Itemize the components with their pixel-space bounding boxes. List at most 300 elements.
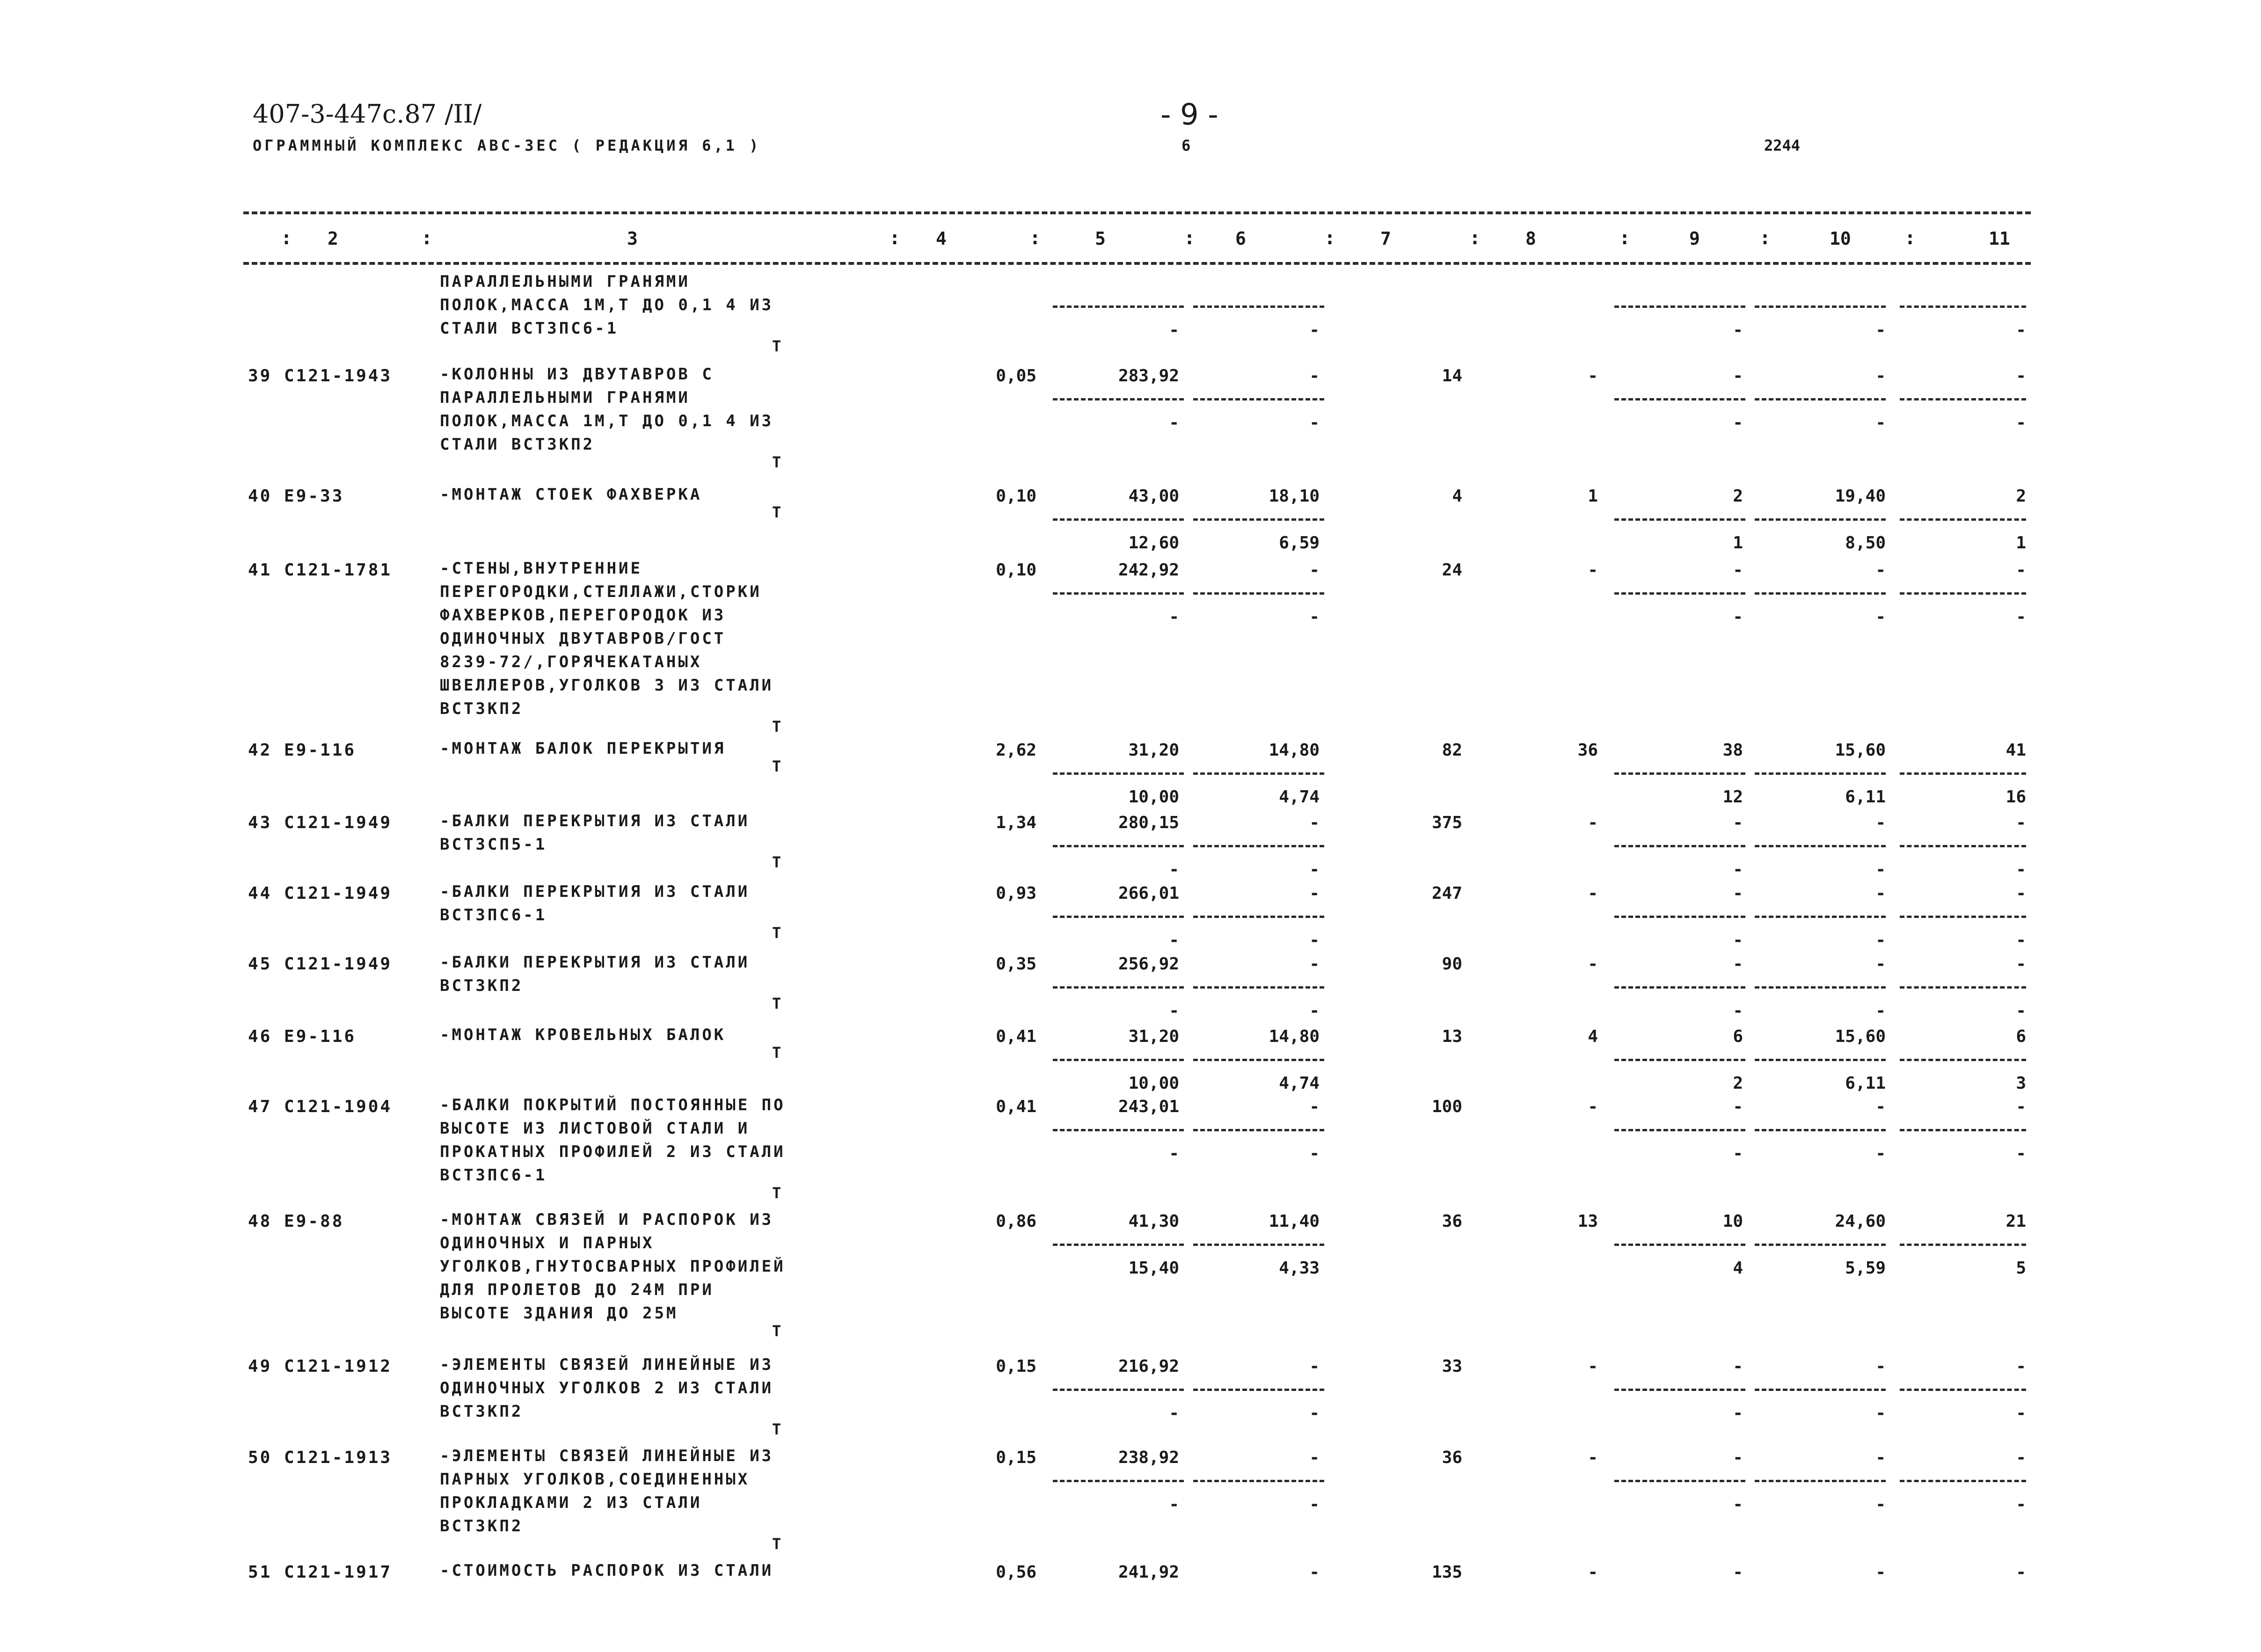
cell-c8: - xyxy=(1588,560,1598,580)
row-code: 51 С121-1917 xyxy=(248,1563,393,1582)
cell-c9b: - xyxy=(1733,1495,1743,1514)
cell-c5a: 238,92 xyxy=(1118,1448,1179,1467)
cell-dash-rule xyxy=(1053,772,1184,775)
cell-c5b: - xyxy=(1169,931,1179,950)
cell-c9b: 2 xyxy=(1733,1074,1743,1093)
row-code: 49 С121-1912 xyxy=(248,1357,393,1376)
cell-c5a: 41,30 xyxy=(1128,1212,1179,1231)
row-code: 43 С121-1949 xyxy=(248,813,393,832)
cell-dash-rule xyxy=(1900,1389,2026,1391)
cell-dash-rule xyxy=(1900,518,2026,521)
cell-dash-rule xyxy=(1900,592,2026,595)
cell-dash-rule xyxy=(1900,1480,2026,1482)
cell-dash-rule xyxy=(1614,398,1745,400)
cell-c5b: - xyxy=(1169,1144,1179,1163)
cell-c4: 0,15 xyxy=(996,1357,1036,1376)
cell-c7: 14 xyxy=(1442,366,1462,386)
cell-c5a: 283,92 xyxy=(1118,366,1179,386)
cell-dash-rule xyxy=(1053,1059,1184,1061)
cell-c6b: 4,74 xyxy=(1279,1074,1320,1093)
cell-c10a: - xyxy=(1875,1448,1886,1467)
row-code: 44 С121-1949 xyxy=(248,884,393,903)
cell-c9a: 2 xyxy=(1733,487,1743,506)
program-subscript: 6 xyxy=(1182,137,1191,154)
cell-dash-rule xyxy=(1755,916,1886,918)
cell-dash-rule xyxy=(1614,1129,1745,1131)
row-code: 45 С121-1949 xyxy=(248,954,393,974)
cell-dash-rule xyxy=(1755,398,1886,400)
cell-dash-rule xyxy=(1053,845,1184,847)
cell-c10a: - xyxy=(1875,560,1886,580)
cell-dash-rule xyxy=(1614,306,1745,308)
cell-c5a: 43,00 xyxy=(1128,487,1179,506)
cell-dash-rule xyxy=(1193,518,1324,521)
cell-c9b: - xyxy=(1733,860,1743,879)
cell-c5b: 10,00 xyxy=(1128,1074,1179,1093)
cell-c10a: 24,60 xyxy=(1835,1212,1886,1231)
row-code: 48 Е9-88 xyxy=(248,1212,344,1231)
row-description: ПАРАЛЛЕЛЬНЫМИ ГРАНЯМИ ПОЛОК,МАССА 1М,Т ДО 0,1 4 ИЗ СТАЛИ ВСТ3ПС6-1 xyxy=(440,272,774,338)
cell-c6a: 14,80 xyxy=(1269,741,1320,760)
cell-c8: - xyxy=(1588,884,1598,903)
t-mark: Т xyxy=(772,1322,781,1340)
cell-c6a: - xyxy=(1309,560,1320,580)
cell-c7: 135 xyxy=(1431,1563,1462,1582)
cell-c9a: - xyxy=(1733,366,1743,386)
cell-dash-rule xyxy=(1755,1389,1886,1391)
t-mark: Т xyxy=(772,924,781,942)
cell-c11b: 3 xyxy=(2016,1074,2026,1093)
row-description: -СТЕНЫ,ВНУТРЕННИЕ ПЕРЕГОРОДКИ,СТЕЛЛАЖИ,СТОРКИ ФАХВЕРКОВ,ПЕРЕГОРОДОК ИЗ ОДИНОЧНЫХ ДВУТАВРОВ/ГОСТ 8239-72/,ГОРЯЧЕКАТАНЫХ ШВЕЛЛЕРОВ,УГОЛКОВ 3 ИЗ СТАЛИ ВСТ3КП2 xyxy=(440,559,774,718)
column-header-7: 7 xyxy=(1380,228,1391,249)
t-mark: Т xyxy=(772,853,781,871)
column-separator: : xyxy=(1469,227,1481,249)
t-mark: Т xyxy=(772,337,781,355)
t-mark: Т xyxy=(772,503,781,521)
cell-c6a: 14,80 xyxy=(1269,1027,1320,1046)
cell-dash-rule xyxy=(1614,845,1745,847)
cell-c11b: 5 xyxy=(2016,1259,2026,1278)
cell-c6a: - xyxy=(1309,954,1320,974)
cell-c10b: - xyxy=(1875,1001,1886,1020)
cell-c7: 82 xyxy=(1442,741,1462,760)
cell-c6b: 6,59 xyxy=(1279,533,1320,553)
cell-c6a: 18,10 xyxy=(1269,487,1320,506)
cell-c6b: 4,33 xyxy=(1279,1259,1320,1278)
cell-c11b: - xyxy=(2016,860,2026,879)
cell-c9b: - xyxy=(1733,1404,1743,1423)
row-code: 40 Е9-33 xyxy=(248,487,344,506)
t-mark: Т xyxy=(772,718,781,735)
cell-c9a: 6 xyxy=(1733,1027,1743,1046)
cell-dash-rule xyxy=(1755,845,1886,847)
column-header-10: 10 xyxy=(1830,228,1851,249)
cell-c10a: 15,60 xyxy=(1835,1027,1886,1046)
cell-c9b: - xyxy=(1733,413,1743,432)
cell-dash-rule xyxy=(1053,398,1184,400)
cell-dash-rule xyxy=(1053,986,1184,989)
row-description: -КОЛОННЫ ИЗ ДВУТАВРОВ С ПАРАЛЛЕЛЬНЫМИ ГРАНЯМИ ПОЛОК,МАССА 1М,Т ДО 0,1 4 ИЗ СТАЛИ ВСТ3КП2 xyxy=(440,365,774,454)
cell-c11b: - xyxy=(2016,1495,2026,1514)
cell-dash-rule xyxy=(1193,306,1324,308)
cell-c11b: - xyxy=(2016,1404,2026,1423)
row-description: -МОНТАЖ СВЯЗЕЙ И РАСПОРОК ИЗ ОДИНОЧНЫХ И ПАРНЫХ УГОЛКОВ,ГНУТОСВАРНЫХ ПРОФИЛЕЙ ДЛЯ ПРОЛЕТОВ ДО 24М ПРИ ВЫСОТЕ ЗДАНИЯ ДО 25М xyxy=(440,1210,786,1323)
cell-dash-rule xyxy=(1193,1059,1324,1061)
cell-c4: 0,56 xyxy=(996,1563,1036,1582)
cell-dash-rule xyxy=(1755,986,1886,989)
cell-dash-rule xyxy=(1755,306,1886,308)
cell-c5b: - xyxy=(1169,1495,1179,1514)
cell-c6b: - xyxy=(1309,1144,1320,1163)
cell-c8: 13 xyxy=(1577,1212,1598,1231)
cell-c9a: - xyxy=(1733,1097,1743,1116)
cell-c4: 0,10 xyxy=(996,487,1036,506)
cell-c10b: - xyxy=(1875,1495,1886,1514)
cell-c4: 0,15 xyxy=(996,1448,1036,1467)
cell-c6a: - xyxy=(1309,1563,1320,1582)
cell-c11b: - xyxy=(2016,607,2026,626)
cell-dash-rule xyxy=(1193,772,1324,775)
cell-c5b: 10,00 xyxy=(1128,787,1179,807)
cell-dash-rule xyxy=(1755,1129,1886,1131)
cell-dash-rule xyxy=(1053,1129,1184,1131)
row-description: -БАЛКИ ПЕРЕКРЫТИЯ ИЗ СТАЛИ ВСТ3КП2 xyxy=(440,953,750,995)
row-description: -ЭЛЕМЕНТЫ СВЯЗЕЙ ЛИНЕЙНЫЕ ИЗ ПАРНЫХ УГОЛКОВ,СОЕДИНЕННЫХ ПРОКЛАДКАМИ 2 ИЗ СТАЛИ ВСТ3КП2 xyxy=(440,1447,774,1536)
cell-c9a: - xyxy=(1733,560,1743,580)
cell-c10b: - xyxy=(1875,320,1886,340)
cell-dash-rule xyxy=(1755,1244,1886,1246)
row-code: 50 С121-1913 xyxy=(248,1448,393,1467)
cell-c11b: - xyxy=(2016,931,2026,950)
cell-c9a: - xyxy=(1733,954,1743,974)
cell-c10a: - xyxy=(1875,366,1886,386)
row-code: 46 Е9-116 xyxy=(248,1027,357,1046)
cell-c10a: 19,40 xyxy=(1835,487,1886,506)
cell-c9b: 12 xyxy=(1722,787,1743,807)
cell-dash-rule xyxy=(1193,845,1324,847)
cell-dash-rule xyxy=(1755,1480,1886,1482)
cell-c7: 33 xyxy=(1442,1357,1462,1376)
sheet-number: 2244 xyxy=(1764,137,1801,154)
cell-c9b: 4 xyxy=(1733,1259,1743,1278)
cell-c8: - xyxy=(1588,366,1598,386)
cell-c10b: - xyxy=(1875,607,1886,626)
cell-c4: 0,10 xyxy=(996,560,1036,580)
column-header-5: 5 xyxy=(1095,228,1106,249)
cell-c5a: 256,92 xyxy=(1118,954,1179,974)
row-description: -МОНТАЖ БАЛОК ПЕРЕКРЫТИЯ xyxy=(440,739,726,758)
cell-c9a: 38 xyxy=(1722,741,1743,760)
column-separator: : xyxy=(1904,227,1916,249)
cell-c8: 4 xyxy=(1588,1027,1598,1046)
cell-c6b: - xyxy=(1309,413,1320,432)
cell-c6a: - xyxy=(1309,1357,1320,1376)
cell-c6a: - xyxy=(1309,884,1320,903)
cell-dash-rule xyxy=(1900,845,2026,847)
cell-dash-rule xyxy=(1053,518,1184,521)
cell-c9b: - xyxy=(1733,1144,1743,1163)
column-header-3: 3 xyxy=(627,228,638,249)
cell-c11a: - xyxy=(2016,1357,2026,1376)
cell-c9a: - xyxy=(1733,813,1743,832)
cell-c6b: 4,74 xyxy=(1279,787,1320,807)
cell-c7: 36 xyxy=(1442,1448,1462,1467)
cell-c10a: - xyxy=(1875,813,1886,832)
cell-c6a: - xyxy=(1309,1448,1320,1467)
cell-c5a: 242,92 xyxy=(1118,560,1179,580)
cell-c6a: - xyxy=(1309,1097,1320,1116)
cell-dash-rule xyxy=(1900,1129,2026,1131)
cell-dash-rule xyxy=(1614,772,1745,775)
cell-c6a: - xyxy=(1309,366,1320,386)
cell-dash-rule xyxy=(1053,306,1184,308)
t-mark: Т xyxy=(772,995,781,1012)
column-header-2: 2 xyxy=(328,228,338,249)
column-separator: : xyxy=(1619,227,1631,249)
column-header-6: 6 xyxy=(1235,228,1246,249)
cell-c11a: - xyxy=(2016,1097,2026,1116)
cell-c11b: 16 xyxy=(2006,787,2026,807)
cell-c6b: - xyxy=(1309,1001,1320,1020)
cell-c9b: - xyxy=(1733,320,1743,340)
cell-c9a: 10 xyxy=(1722,1212,1743,1231)
cell-c8: - xyxy=(1588,1563,1598,1582)
cell-c5a: 31,20 xyxy=(1128,1027,1179,1046)
cell-c11a: - xyxy=(2016,954,2026,974)
cell-c5b: 12,60 xyxy=(1128,533,1179,553)
cell-dash-rule xyxy=(1755,772,1886,775)
cell-dash-rule xyxy=(1193,1129,1324,1131)
column-separator: : xyxy=(1759,227,1771,249)
cell-c5b: - xyxy=(1169,860,1179,879)
cell-c10b: - xyxy=(1875,1144,1886,1163)
cell-c9b: 1 xyxy=(1733,533,1743,553)
row-code: 39 С121-1943 xyxy=(248,366,393,386)
cell-c5b: - xyxy=(1169,413,1179,432)
row-description: -ЭЛЕМЕНТЫ СВЯЗЕЙ ЛИНЕЙНЫЕ ИЗ ОДИНОЧНЫХ УГОЛКОВ 2 ИЗ СТАЛИ ВСТ3КП2 xyxy=(440,1355,774,1421)
cell-c9a: - xyxy=(1733,1357,1743,1376)
cell-c10a: - xyxy=(1875,1563,1886,1582)
cell-c8: 1 xyxy=(1588,487,1598,506)
cell-c11a: 41 xyxy=(2006,741,2026,760)
cell-c11b: - xyxy=(2016,1001,2026,1020)
cell-dash-rule xyxy=(1614,1244,1745,1246)
cell-c7: 90 xyxy=(1442,954,1462,974)
cell-c11b: - xyxy=(2016,413,2026,432)
cell-dash-rule xyxy=(1053,592,1184,595)
row-description: -МОНТАЖ СТОЕК ФАХВЕРКА xyxy=(440,485,702,504)
cell-c9b: - xyxy=(1733,607,1743,626)
page-number: - 9 - xyxy=(1160,97,1218,131)
cell-c11a: 21 xyxy=(2006,1212,2026,1231)
cell-c11b: - xyxy=(2016,320,2026,340)
cell-c7: 13 xyxy=(1442,1027,1462,1046)
column-header-11: 11 xyxy=(1989,228,2010,249)
cell-dash-rule xyxy=(1614,1480,1745,1482)
cell-dash-rule xyxy=(1900,306,2026,308)
cell-c6a: 11,40 xyxy=(1269,1212,1320,1231)
cell-c6b: - xyxy=(1309,860,1320,879)
cell-dash-rule xyxy=(1614,986,1745,989)
column-header-9: 9 xyxy=(1689,228,1700,249)
cell-dash-rule xyxy=(1614,916,1745,918)
column-header-4: 4 xyxy=(936,228,947,249)
cell-dash-rule xyxy=(1053,1244,1184,1246)
row-description: -БАЛКИ ПЕРЕКРЫТИЯ ИЗ СТАЛИ ВСТ3ПС6-1 xyxy=(440,882,750,924)
cell-dash-rule xyxy=(1614,518,1745,521)
column-separator: : xyxy=(281,227,292,249)
cell-dash-rule xyxy=(1193,1244,1324,1246)
cell-c10b: - xyxy=(1875,860,1886,879)
cell-c11a: - xyxy=(2016,560,2026,580)
cell-c4: 0,05 xyxy=(996,366,1036,386)
cell-c7: 100 xyxy=(1431,1097,1462,1116)
cell-c11b: - xyxy=(2016,1144,2026,1163)
row-code: 42 Е9-116 xyxy=(248,741,357,760)
cell-c8: - xyxy=(1588,1357,1598,1376)
cell-c6a: - xyxy=(1309,813,1320,832)
cell-c5a: 31,20 xyxy=(1128,741,1179,760)
column-separator: : xyxy=(1184,227,1196,249)
cell-c4: 0,41 xyxy=(996,1097,1036,1116)
column-separator: : xyxy=(421,227,433,249)
cell-c10b: 6,11 xyxy=(1845,1074,1886,1093)
cell-c4: 0,93 xyxy=(996,884,1036,903)
cell-c6b: - xyxy=(1309,1495,1320,1514)
cell-c6b: - xyxy=(1309,1404,1320,1423)
cell-dash-rule xyxy=(1053,1480,1184,1482)
cell-dash-rule xyxy=(1193,592,1324,595)
cell-c5b: - xyxy=(1169,607,1179,626)
cell-c8: - xyxy=(1588,813,1598,832)
cell-c5b: - xyxy=(1169,1404,1179,1423)
cell-c10b: 8,50 xyxy=(1845,533,1886,553)
cell-dash-rule xyxy=(1755,592,1886,595)
cell-dash-rule xyxy=(1053,1389,1184,1391)
cell-c7: 247 xyxy=(1431,884,1462,903)
cell-c8: - xyxy=(1588,954,1598,974)
cell-c11a: - xyxy=(2016,1448,2026,1467)
cell-c11a: - xyxy=(2016,813,2026,832)
cell-dash-rule xyxy=(1193,1480,1324,1482)
cell-dash-rule xyxy=(1900,916,2026,918)
cell-dash-rule xyxy=(1900,772,2026,775)
cell-dash-rule xyxy=(1193,398,1324,400)
cell-c10b: - xyxy=(1875,931,1886,950)
cell-c7: 36 xyxy=(1442,1212,1462,1231)
program-title: ОГРАММНЫЙ КОМПЛЕКС АВС-ЗЕС ( РЕДАКЦИЯ 6,1 ) xyxy=(253,137,761,154)
table-header-rule xyxy=(243,262,2031,265)
column-separator: : xyxy=(1324,227,1336,249)
cell-c10a: - xyxy=(1875,954,1886,974)
cell-c5b: 15,40 xyxy=(1128,1259,1179,1278)
cell-c7: 375 xyxy=(1431,813,1462,832)
table-top-rule xyxy=(243,211,2031,214)
cell-c8: - xyxy=(1588,1448,1598,1467)
cell-dash-rule xyxy=(1900,398,2026,400)
cell-c7: 4 xyxy=(1452,487,1462,506)
cell-dash-rule xyxy=(1614,1059,1745,1061)
t-mark: Т xyxy=(772,1184,781,1202)
cell-c11b: 1 xyxy=(2016,533,2026,553)
cell-c10a: - xyxy=(1875,1097,1886,1116)
cell-c9b: - xyxy=(1733,931,1743,950)
cell-c11a: - xyxy=(2016,884,2026,903)
cell-c5a: 243,01 xyxy=(1118,1097,1179,1116)
cell-c4: 1,34 xyxy=(996,813,1036,832)
t-mark: Т xyxy=(772,1044,781,1062)
cell-c5a: 241,92 xyxy=(1118,1563,1179,1582)
row-description: -БАЛКИ ПЕРЕКРЫТИЯ ИЗ СТАЛИ ВСТ3СП5-1 xyxy=(440,812,750,854)
row-code: 47 С121-1904 xyxy=(248,1097,393,1116)
cell-dash-rule xyxy=(1755,518,1886,521)
cell-c5b: - xyxy=(1169,1001,1179,1020)
cell-c10a: 15,60 xyxy=(1835,741,1886,760)
cell-c5a: 216,92 xyxy=(1118,1357,1179,1376)
column-separator: : xyxy=(889,227,901,249)
cell-c10b: - xyxy=(1875,413,1886,432)
cell-c5a: 266,01 xyxy=(1118,884,1179,903)
column-header-8: 8 xyxy=(1525,228,1536,249)
cell-c9a: - xyxy=(1733,1563,1743,1582)
cell-c4: 0,35 xyxy=(996,954,1036,974)
cell-c4: 0,41 xyxy=(996,1027,1036,1046)
cell-c11a: - xyxy=(2016,366,2026,386)
cell-dash-rule xyxy=(1900,1244,2026,1246)
t-mark: Т xyxy=(772,1535,781,1553)
cell-c9a: - xyxy=(1733,1448,1743,1467)
cell-c4: 2,62 xyxy=(996,741,1036,760)
cell-c10a: - xyxy=(1875,1357,1886,1376)
cell-dash-rule xyxy=(1614,592,1745,595)
document-code: 407-3-447с.87 /II/ xyxy=(253,99,482,129)
cell-c7: 24 xyxy=(1442,560,1462,580)
cell-c8: 36 xyxy=(1577,741,1598,760)
cell-dash-rule xyxy=(1193,916,1324,918)
row-description: -СТОИМОСТЬ РАСПОРОК ИЗ СТАЛИ xyxy=(440,1561,774,1580)
cell-c5b: - xyxy=(1169,320,1179,340)
cell-c11a: - xyxy=(2016,1563,2026,1582)
cell-c6b: - xyxy=(1309,607,1320,626)
row-description: -БАЛКИ ПОКРЫТИЙ ПОСТОЯННЫЕ ПО ВЫСОТЕ ИЗ ЛИСТОВОЙ СТАЛИ И ПРОКАТНЫХ ПРОФИЛЕЙ 2 ИЗ СТАЛИ ВСТ3ПС6-1 xyxy=(440,1096,786,1185)
cell-c8: - xyxy=(1588,1097,1598,1116)
cell-c10b: - xyxy=(1875,1404,1886,1423)
cell-c10b: 6,11 xyxy=(1845,787,1886,807)
cell-c10b: 5,59 xyxy=(1845,1259,1886,1278)
cell-c5a: 280,15 xyxy=(1118,813,1179,832)
cell-c4: 0,86 xyxy=(996,1212,1036,1231)
cell-dash-rule xyxy=(1755,1059,1886,1061)
cell-dash-rule xyxy=(1900,1059,2026,1061)
cell-c11a: 2 xyxy=(2016,487,2026,506)
cell-c6b: - xyxy=(1309,931,1320,950)
t-mark: Т xyxy=(772,453,781,471)
cell-dash-rule xyxy=(1053,916,1184,918)
cell-c11a: 6 xyxy=(2016,1027,2026,1046)
cell-c9a: - xyxy=(1733,884,1743,903)
cell-c10a: - xyxy=(1875,884,1886,903)
row-code: 41 С121-1781 xyxy=(248,560,393,580)
cell-c9b: - xyxy=(1733,1001,1743,1020)
row-description: -МОНТАЖ КРОВЕЛЬНЫХ БАЛОК xyxy=(440,1026,726,1044)
cell-dash-rule xyxy=(1193,1389,1324,1391)
cell-dash-rule xyxy=(1193,986,1324,989)
t-mark: Т xyxy=(772,757,781,775)
cell-dash-rule xyxy=(1900,986,2026,989)
column-separator: : xyxy=(1029,227,1041,249)
cell-c6b: - xyxy=(1309,320,1320,340)
t-mark: Т xyxy=(772,1420,781,1438)
